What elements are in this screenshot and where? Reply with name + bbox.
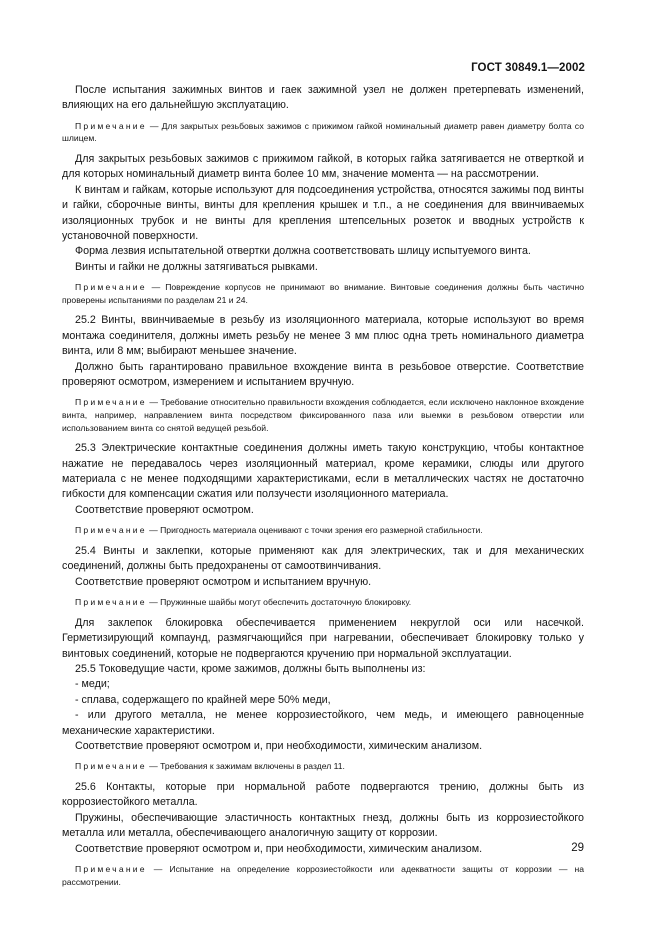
note-paragraph <box>62 596 584 609</box>
body-paragraph: Для заклепок блокировка обеспечивается применением некруглой оси или насечкой. Герметизирующий компаунд, размягчающийся при нагревании, обеспечивает блокировку только у винтовых соединений, которые не подвергаются кручению при нормальной эксплуатации. <box>62 616 584 660</box>
body-paragraph: Соответствие проверяют осмотром и, при необходимости, химическим анализом. <box>75 842 483 855</box>
body-paragraph: 25.6 Контакты, которые при нормальной работе подвергаются трению, должны быть из коррозиестойкого металла. <box>62 780 584 809</box>
body-paragraph: - или другого металла, не менее коррозиестойкого, чем медь, и имеющего равноценные механические характеристики. <box>62 709 584 737</box>
body-paragraph: Соответствие проверяют осмотром и испытанием вручную. <box>75 575 372 588</box>
note-label: Примечание <box>75 120 147 131</box>
note-text: Пригодность материала оценивают с точки зрения его размерной стабильности. <box>160 525 483 536</box>
body-paragraph: Соответствие проверяют осмотром и, при необходимости, химическим анализом. <box>75 739 483 752</box>
note-dash: — <box>146 397 161 408</box>
body-paragraph: К винтам и гайкам, которые используют для подсоединения устройства, относятся зажимы под винты и гайки, сборочные винты, винты для крепления крышек и т.п., а не соединения для ввинчиваемых изоляционных трубок и не винты для крепления штепсельных розеток и вводных устройств к установочной поверхности. <box>62 183 584 243</box>
note-label: Примечание <box>75 525 147 536</box>
note-paragraph <box>62 120 584 145</box>
note-paragraph <box>62 863 584 888</box>
note-text: Повреждение корпусов не принимают во внимание. Винтовые соединения должны быть частично проверены испытаниями по разделам 21 и 24. <box>62 282 584 305</box>
note-label: Примечание <box>75 597 147 608</box>
note-text: Для закрытых резьбовых зажимов с прижимом гайкой номинальный диаметр равен диаметру болта со шлицем. <box>62 120 584 144</box>
body-paragraph: 25.3 Электрические контактные соединения должны иметь такую конструкцию, чтобы контактное нажатие не передавалось через изоляционный материал, кроме керамики, слюды или другого материала с не менее подходящими характеристиками, если в металлических частях не достаточно гибкости для компенсации сжатия или ползучести изоляционного материала. <box>62 442 584 501</box>
note-paragraph <box>62 760 584 773</box>
note-label: Примечание <box>75 863 147 874</box>
body-paragraph: Форма лезвия испытательной отвертки должна соответствовать шлицу испытуемого винта. <box>75 245 531 258</box>
body-paragraph: Должно быть гарантировано правильное вхождение винта в резьбовое отверстие. Соответствие проверяют осмотром, измерением и испытанием вручную. <box>62 360 584 389</box>
body-paragraph: 25.2 Винты, ввинчиваемые в резьбу из изоляционного материала, которые используют во время монтажа соединителя, должны иметь резьбу не менее 3 мм плюс одна треть номинального диаметра винта, или 8 мм; выбирают меньшее значение. <box>62 314 584 358</box>
body-paragraph: Соответствие проверяют осмотром. <box>75 503 254 516</box>
standard-number: ГОСТ 30849.1—2002 <box>471 62 585 74</box>
list-item: - сплава, содержащего по крайней мере 50% меди, <box>75 693 331 706</box>
body-paragraph: 25.4 Винты и заклепки, которые применяют как для электрических, так и для механических соединений, должны быть предохранены от самоотвинчивания. <box>62 544 584 573</box>
note-label: Примечание <box>75 761 147 772</box>
note-paragraph <box>62 281 584 306</box>
document-body <box>62 83 584 895</box>
note-label: Примечание <box>75 397 147 408</box>
note-text: Пружинные шайбы могут обеспечить достаточную блокировку. <box>160 597 412 608</box>
body-paragraph: 25.5 Токоведущие части, кроме зажимов, должны быть выполнены из: <box>75 662 426 675</box>
note-label: Примечание <box>75 282 147 293</box>
note-dash: — <box>146 863 170 874</box>
note-dash: — <box>146 761 161 772</box>
note-dash: — <box>146 282 166 293</box>
note-paragraph <box>62 524 584 537</box>
body-paragraph: Пружины, обеспечивающие эластичность контактных гнезд, должны быть из коррозиестойкого металла или металла, обеспечивающего аналогичную защиту от коррозии. <box>62 811 584 840</box>
body-paragraph: Винты и гайки не должны затягиваться рывками. <box>75 260 318 273</box>
note-paragraph <box>62 396 584 434</box>
note-text: Требование относительно правильности вхождения соблюдается, если исключено наклонное вхождение винта, например, направлением винта посредством фиксированного паза или выемки в резьбовом отверстии или использованием винта со снятой ведущей резьбой. <box>62 397 584 433</box>
note-dash: — <box>146 120 162 131</box>
note-text: Требования к зажимам включены в раздел 11. <box>160 761 345 772</box>
body-paragraph: Для закрытых резьбовых зажимов с прижимом гайкой, в которых гайка затягивается не отверткой и для которых номинальный диаметр винта более 10 мм, значение момента — на рассмотрении. <box>62 153 584 181</box>
note-text: Испытание на определение коррозиестойкости или адекватности защиты от коррозии — на рассмотрении. <box>62 863 585 887</box>
body-paragraph: После испытания зажимных винтов и гаек зажимной узел не должен претерпевать изменений, влияющих на его дальнейшую эксплуатацию. <box>62 84 584 112</box>
note-dash: — <box>146 525 161 536</box>
list-item: - меди; <box>75 678 110 691</box>
page-number: 29 <box>571 842 584 854</box>
note-dash: — <box>146 597 161 608</box>
